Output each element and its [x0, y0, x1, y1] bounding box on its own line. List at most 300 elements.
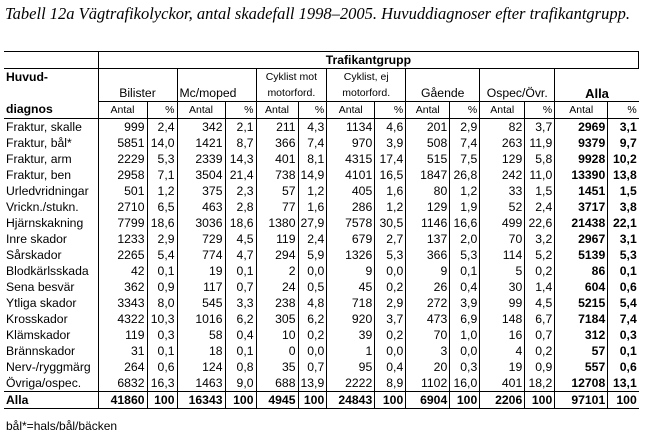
count-cell: 5 — [480, 263, 525, 279]
count-cell: 124 — [177, 359, 225, 375]
pct-cell: 100 — [147, 392, 177, 409]
count-cell: 41860 — [98, 392, 147, 409]
count-cell: 688 — [256, 375, 298, 392]
count-cell: 26 — [406, 279, 450, 295]
blank-cell — [4, 85, 98, 102]
pct-cell: 0,0 — [298, 263, 327, 279]
pct-cell: 2,4 — [525, 199, 555, 215]
pct-cell: 0,6 — [608, 279, 639, 295]
count-cell: 19 — [177, 263, 225, 279]
pct-cell: 2,0 — [450, 231, 480, 247]
pct-cell: 14,0 — [147, 135, 177, 151]
count-cell: 97101 — [555, 392, 608, 409]
sub-pct: % — [450, 102, 480, 119]
count-cell: 970 — [327, 135, 375, 151]
count-cell: 362 — [98, 279, 147, 295]
count-cell: 305 — [256, 311, 298, 327]
count-cell: 999 — [98, 119, 147, 136]
pct-cell: 26,8 — [450, 167, 480, 183]
footnote: bål*=hals/bål/bäcken — [6, 419, 118, 433]
col-header-cyklist-ej-line1: Cyklist, ej — [327, 69, 406, 86]
count-cell: 9928 — [555, 151, 608, 167]
pct-cell: 13,8 — [608, 167, 639, 183]
col-header-alla: Alla — [555, 85, 639, 102]
count-cell: 24843 — [327, 392, 375, 409]
pct-cell: 3,1 — [608, 119, 639, 136]
count-cell: 6832 — [98, 375, 147, 392]
pct-cell: 3,3 — [225, 295, 256, 311]
count-cell: 148 — [480, 311, 525, 327]
row-label: Inre skador — [6, 231, 67, 246]
table-row — [4, 359, 639, 375]
pct-cell: 0,0 — [375, 263, 406, 279]
pct-cell: 3,7 — [375, 311, 406, 327]
pct-cell: 0,0 — [375, 343, 406, 359]
sub-count: Antal — [177, 102, 225, 119]
pct-cell: 5,2 — [525, 247, 555, 263]
pct-cell: 4,7 — [225, 247, 256, 263]
count-cell: 401 — [480, 375, 525, 392]
pct-cell: 0,2 — [525, 263, 555, 279]
count-cell: 30 — [480, 279, 525, 295]
pct-cell: 6,9 — [450, 311, 480, 327]
count-cell: 2969 — [555, 119, 608, 136]
pct-cell: 1,2 — [298, 183, 327, 199]
count-cell: 263 — [480, 135, 525, 151]
count-cell: 545 — [177, 295, 225, 311]
count-cell: 2967 — [555, 231, 608, 247]
count-cell: 18 — [177, 343, 225, 359]
pct-cell: 0,2 — [525, 343, 555, 359]
row-header-line1: Huvud- — [6, 69, 48, 84]
count-cell: 463 — [177, 199, 225, 215]
count-cell: 729 — [177, 231, 225, 247]
count-cell: 16343 — [177, 392, 225, 409]
pct-cell: 5,4 — [608, 295, 639, 311]
pct-cell: 8,7 — [225, 135, 256, 151]
pct-cell: 2,9 — [450, 119, 480, 136]
count-cell: 774 — [177, 247, 225, 263]
row-label: Nerv-/ryggmärg — [6, 359, 91, 374]
table-row — [4, 247, 639, 263]
row-label: Fraktur, ben — [6, 167, 72, 182]
pct-cell: 6,2 — [298, 311, 327, 327]
count-cell: 4315 — [327, 151, 375, 167]
count-cell: 114 — [480, 247, 525, 263]
sub-count: Antal — [406, 102, 450, 119]
count-cell: 13390 — [555, 167, 608, 183]
count-cell: 119 — [98, 327, 147, 343]
table-row — [4, 119, 639, 136]
count-cell: 1326 — [327, 247, 375, 263]
sub-header-row — [4, 102, 639, 119]
table-title: Tabell 12a Vägtrafikolyckor, antal skadefall 1998–2005. Huvuddiagnoser efter trafikantgrupp. — [5, 4, 630, 23]
count-cell: 286 — [327, 199, 375, 215]
pct-cell: 7,4 — [608, 311, 639, 327]
count-cell: 473 — [406, 311, 450, 327]
pct-cell: 11,9 — [525, 135, 555, 151]
pct-cell: 18,6 — [147, 215, 177, 231]
pct-cell: 0,4 — [450, 279, 480, 295]
count-cell: 3343 — [98, 295, 147, 311]
sub-count: Antal — [98, 102, 147, 119]
pct-cell: 100 — [225, 392, 256, 409]
count-cell: 201 — [406, 119, 450, 136]
count-cell: 39 — [327, 327, 375, 343]
pct-cell: 0,3 — [147, 327, 177, 343]
sub-pct: % — [608, 102, 639, 119]
pct-cell: 5,3 — [147, 151, 177, 167]
pct-cell: 5,9 — [298, 247, 327, 263]
pct-cell: 9,7 — [608, 135, 639, 151]
pct-cell: 100 — [450, 392, 480, 409]
pct-cell: 100 — [608, 392, 639, 409]
table-row — [4, 215, 639, 231]
pct-cell: 0,0 — [298, 343, 327, 359]
table-row — [4, 311, 639, 327]
pct-cell: 0,9 — [525, 359, 555, 375]
pct-cell: 4,6 — [375, 119, 406, 136]
count-cell: 20 — [406, 359, 450, 375]
pct-cell: 0,2 — [298, 327, 327, 343]
count-cell: 19 — [480, 359, 525, 375]
column-header-row-1 — [4, 69, 639, 86]
col-header-bilister-line1 — [98, 69, 177, 86]
pct-cell: 11,0 — [525, 167, 555, 183]
count-cell: 117 — [177, 279, 225, 295]
pct-cell: 8,9 — [375, 375, 406, 392]
pct-cell: 7,5 — [450, 151, 480, 167]
count-cell: 2958 — [98, 167, 147, 183]
pct-cell: 1,2 — [450, 183, 480, 199]
count-cell: 366 — [406, 247, 450, 263]
sub-count: Antal — [555, 102, 608, 119]
count-cell: 2229 — [98, 151, 147, 167]
pct-cell: 0,3 — [608, 327, 639, 343]
row-label: Urledvridningar — [6, 183, 89, 198]
row-label: Blodkärlsskada — [6, 263, 89, 278]
count-cell: 5139 — [555, 247, 608, 263]
count-cell: 2710 — [98, 199, 147, 215]
count-cell: 4322 — [98, 311, 147, 327]
sub-pct: % — [298, 102, 327, 119]
count-cell: 80 — [406, 183, 450, 199]
count-cell: 1233 — [98, 231, 147, 247]
pct-cell: 8,1 — [298, 151, 327, 167]
pct-cell: 6,7 — [525, 311, 555, 327]
corner-cell — [4, 52, 98, 69]
table-row — [4, 263, 639, 279]
count-cell: 77 — [256, 199, 298, 215]
count-cell: 1016 — [177, 311, 225, 327]
count-cell: 99 — [480, 295, 525, 311]
pct-cell: 14,9 — [298, 167, 327, 183]
pct-cell: 1,2 — [147, 183, 177, 199]
col-header-mc-line1 — [177, 69, 256, 86]
count-cell: 5851 — [98, 135, 147, 151]
count-cell: 24 — [256, 279, 298, 295]
count-cell: 1451 — [555, 183, 608, 199]
group-header-row — [4, 52, 639, 69]
count-cell: 501 — [98, 183, 147, 199]
col-header-bilister: Bilister — [98, 85, 177, 102]
count-cell: 604 — [555, 279, 608, 295]
count-cell: 272 — [406, 295, 450, 311]
pct-cell: 0,2 — [375, 279, 406, 295]
count-cell: 10 — [256, 327, 298, 343]
group-header: Trafikantgrupp — [98, 52, 639, 69]
col-header-mc: Mc/moped — [177, 85, 256, 102]
pct-cell: 5,3 — [608, 247, 639, 263]
count-cell: 2206 — [480, 392, 525, 409]
table-row — [4, 343, 639, 359]
table-row — [4, 375, 639, 392]
count-cell: 3504 — [177, 167, 225, 183]
count-cell: 1 — [327, 343, 375, 359]
count-cell: 2 — [256, 263, 298, 279]
col-header-ospec-line1 — [480, 69, 555, 86]
pct-cell: 1,9 — [450, 199, 480, 215]
column-header-row-2 — [4, 85, 639, 102]
count-cell: 366 — [256, 135, 298, 151]
row-label: Fraktur, arm — [6, 151, 72, 166]
table-row — [4, 295, 639, 311]
count-cell: 82 — [480, 119, 525, 136]
sub-pct: % — [375, 102, 406, 119]
count-cell: 5215 — [555, 295, 608, 311]
count-cell: 7184 — [555, 311, 608, 327]
pct-cell: 3,7 — [525, 119, 555, 136]
count-cell: 33 — [480, 183, 525, 199]
count-cell: 129 — [480, 151, 525, 167]
sub-count: Antal — [327, 102, 375, 119]
pct-cell: 22,6 — [525, 215, 555, 231]
pct-cell: 14,3 — [225, 151, 256, 167]
pct-cell: 7,4 — [450, 135, 480, 151]
pct-cell: 0,1 — [608, 263, 639, 279]
pct-cell: 100 — [298, 392, 327, 409]
count-cell: 2222 — [327, 375, 375, 392]
col-header-gaende: Gående — [406, 85, 480, 102]
count-cell: 238 — [256, 295, 298, 311]
row-label: Krosskador — [6, 311, 68, 326]
pct-cell: 3,9 — [375, 135, 406, 151]
table-row — [4, 279, 639, 295]
count-cell: 1134 — [327, 119, 375, 136]
count-cell: 3 — [406, 343, 450, 359]
col-header-cyklist-mot: motorford. — [256, 85, 327, 102]
total-row — [4, 392, 639, 409]
count-cell: 294 — [256, 247, 298, 263]
table-row — [4, 135, 639, 151]
pct-cell: 3,2 — [525, 231, 555, 247]
sub-pct: % — [147, 102, 177, 119]
pct-cell: 0,3 — [450, 359, 480, 375]
row-label: Vrickn./stukn. — [6, 199, 79, 214]
pct-cell: 2,3 — [225, 183, 256, 199]
pct-cell: 1,5 — [525, 183, 555, 199]
pct-cell: 30,5 — [375, 215, 406, 231]
pct-cell: 0,0 — [450, 343, 480, 359]
pct-cell: 21,4 — [225, 167, 256, 183]
count-cell: 4945 — [256, 392, 298, 409]
pct-cell: 0,5 — [298, 279, 327, 295]
pct-cell: 0,6 — [147, 359, 177, 375]
count-cell: 1847 — [406, 167, 450, 183]
pct-cell: 9,0 — [225, 375, 256, 392]
sub-count: Antal — [256, 102, 298, 119]
count-cell: 242 — [480, 167, 525, 183]
pct-cell: 5,3 — [450, 247, 480, 263]
pct-cell: 18,6 — [225, 215, 256, 231]
row-label: Alla — [4, 392, 98, 409]
row-label: Ytliga skador — [6, 295, 77, 310]
count-cell: 1463 — [177, 375, 225, 392]
row-label: Fraktur, skalle — [6, 119, 82, 134]
pct-cell: 22,1 — [608, 215, 639, 231]
count-cell: 12708 — [555, 375, 608, 392]
pct-cell: 6,5 — [147, 199, 177, 215]
count-cell: 9 — [406, 263, 450, 279]
count-cell: 9379 — [555, 135, 608, 151]
pct-cell: 16,5 — [375, 167, 406, 183]
pct-cell: 18,2 — [525, 375, 555, 392]
pct-cell: 3,1 — [608, 231, 639, 247]
pct-cell: 2,4 — [147, 119, 177, 136]
count-cell: 515 — [406, 151, 450, 167]
pct-cell: 4,5 — [525, 295, 555, 311]
count-cell: 16 — [480, 327, 525, 343]
pct-cell: 1,4 — [525, 279, 555, 295]
pct-cell: 0,1 — [608, 343, 639, 359]
pct-cell: 1,0 — [450, 327, 480, 343]
count-cell: 21438 — [555, 215, 608, 231]
count-cell: 499 — [480, 215, 525, 231]
pct-cell: 2,1 — [225, 119, 256, 136]
count-cell: 6904 — [406, 392, 450, 409]
count-cell: 1421 — [177, 135, 225, 151]
pct-cell: 27,9 — [298, 215, 327, 231]
pct-cell: 16,6 — [450, 215, 480, 231]
diagnosis-table — [4, 51, 639, 409]
count-cell: 35 — [256, 359, 298, 375]
table-row — [4, 199, 639, 215]
pct-cell: 100 — [525, 392, 555, 409]
sub-pct: % — [225, 102, 256, 119]
pct-cell: 0,4 — [375, 359, 406, 375]
count-cell: 7578 — [327, 215, 375, 231]
pct-cell: 16,3 — [147, 375, 177, 392]
pct-cell: 4,3 — [298, 119, 327, 136]
pct-cell: 13,9 — [298, 375, 327, 392]
count-cell: 52 — [480, 199, 525, 215]
pct-cell: 6,2 — [225, 311, 256, 327]
pct-cell: 0,1 — [225, 343, 256, 359]
pct-cell: 8,0 — [147, 295, 177, 311]
pct-cell: 1,6 — [375, 183, 406, 199]
count-cell: 3717 — [555, 199, 608, 215]
row-label: Brännskador — [6, 343, 76, 358]
pct-cell: 4,5 — [225, 231, 256, 247]
count-cell: 3036 — [177, 215, 225, 231]
pct-cell: 100 — [375, 392, 406, 409]
count-cell: 86 — [555, 263, 608, 279]
count-cell: 4101 — [327, 167, 375, 183]
table-body — [4, 119, 639, 392]
count-cell: 137 — [406, 231, 450, 247]
pct-cell: 3,9 — [450, 295, 480, 311]
pct-cell: 0,4 — [225, 327, 256, 343]
pct-cell: 0,1 — [147, 263, 177, 279]
pct-cell: 17,4 — [375, 151, 406, 167]
count-cell: 7799 — [98, 215, 147, 231]
pct-cell: 5,4 — [147, 247, 177, 263]
table-row — [4, 183, 639, 199]
pct-cell: 0,8 — [225, 359, 256, 375]
pct-cell: 0,7 — [525, 327, 555, 343]
count-cell: 1380 — [256, 215, 298, 231]
row-label: Övriga/ospec. — [6, 375, 82, 390]
pct-cell: 0,7 — [225, 279, 256, 295]
pct-cell: 2,9 — [147, 231, 177, 247]
count-cell: 31 — [98, 343, 147, 359]
count-cell: 920 — [327, 311, 375, 327]
sub-count: Antal — [480, 102, 525, 119]
count-cell: 557 — [555, 359, 608, 375]
count-cell: 401 — [256, 151, 298, 167]
count-cell: 57 — [256, 183, 298, 199]
col-header-cyklist-mot-line1: Cyklist mot — [256, 69, 327, 86]
pct-cell: 4,8 — [298, 295, 327, 311]
count-cell: 1102 — [406, 375, 450, 392]
pct-cell: 0,2 — [375, 327, 406, 343]
pct-cell: 0,6 — [608, 359, 639, 375]
pct-cell: 0,7 — [298, 359, 327, 375]
pct-cell: 10,2 — [608, 151, 639, 167]
pct-cell: 3,8 — [608, 199, 639, 215]
count-cell: 70 — [406, 327, 450, 343]
pct-cell: 16,0 — [450, 375, 480, 392]
pct-cell: 0,1 — [147, 343, 177, 359]
count-cell: 2265 — [98, 247, 147, 263]
count-cell: 58 — [177, 327, 225, 343]
table-row — [4, 167, 639, 183]
pct-cell: 5,8 — [525, 151, 555, 167]
col-header-alla-line1 — [555, 69, 639, 86]
count-cell: 508 — [406, 135, 450, 151]
count-cell: 57 — [555, 343, 608, 359]
count-cell: 119 — [256, 231, 298, 247]
count-cell: 45 — [327, 279, 375, 295]
count-cell: 312 — [555, 327, 608, 343]
count-cell: 2339 — [177, 151, 225, 167]
pct-cell: 13,1 — [608, 375, 639, 392]
pct-cell: 2,9 — [375, 295, 406, 311]
col-header-cyklist-ej: motorford. — [327, 85, 406, 102]
pct-cell: 2,7 — [375, 231, 406, 247]
row-label: Fraktur, bål* — [6, 135, 72, 150]
row-label: Sårskador — [6, 247, 62, 262]
pct-cell: 2,8 — [225, 199, 256, 215]
table-row — [4, 231, 639, 247]
count-cell: 718 — [327, 295, 375, 311]
count-cell: 42 — [98, 263, 147, 279]
pct-cell: 1,6 — [298, 199, 327, 215]
sub-pct: % — [525, 102, 555, 119]
count-cell: 679 — [327, 231, 375, 247]
pct-cell: 7,1 — [147, 167, 177, 183]
count-cell: 211 — [256, 119, 298, 136]
